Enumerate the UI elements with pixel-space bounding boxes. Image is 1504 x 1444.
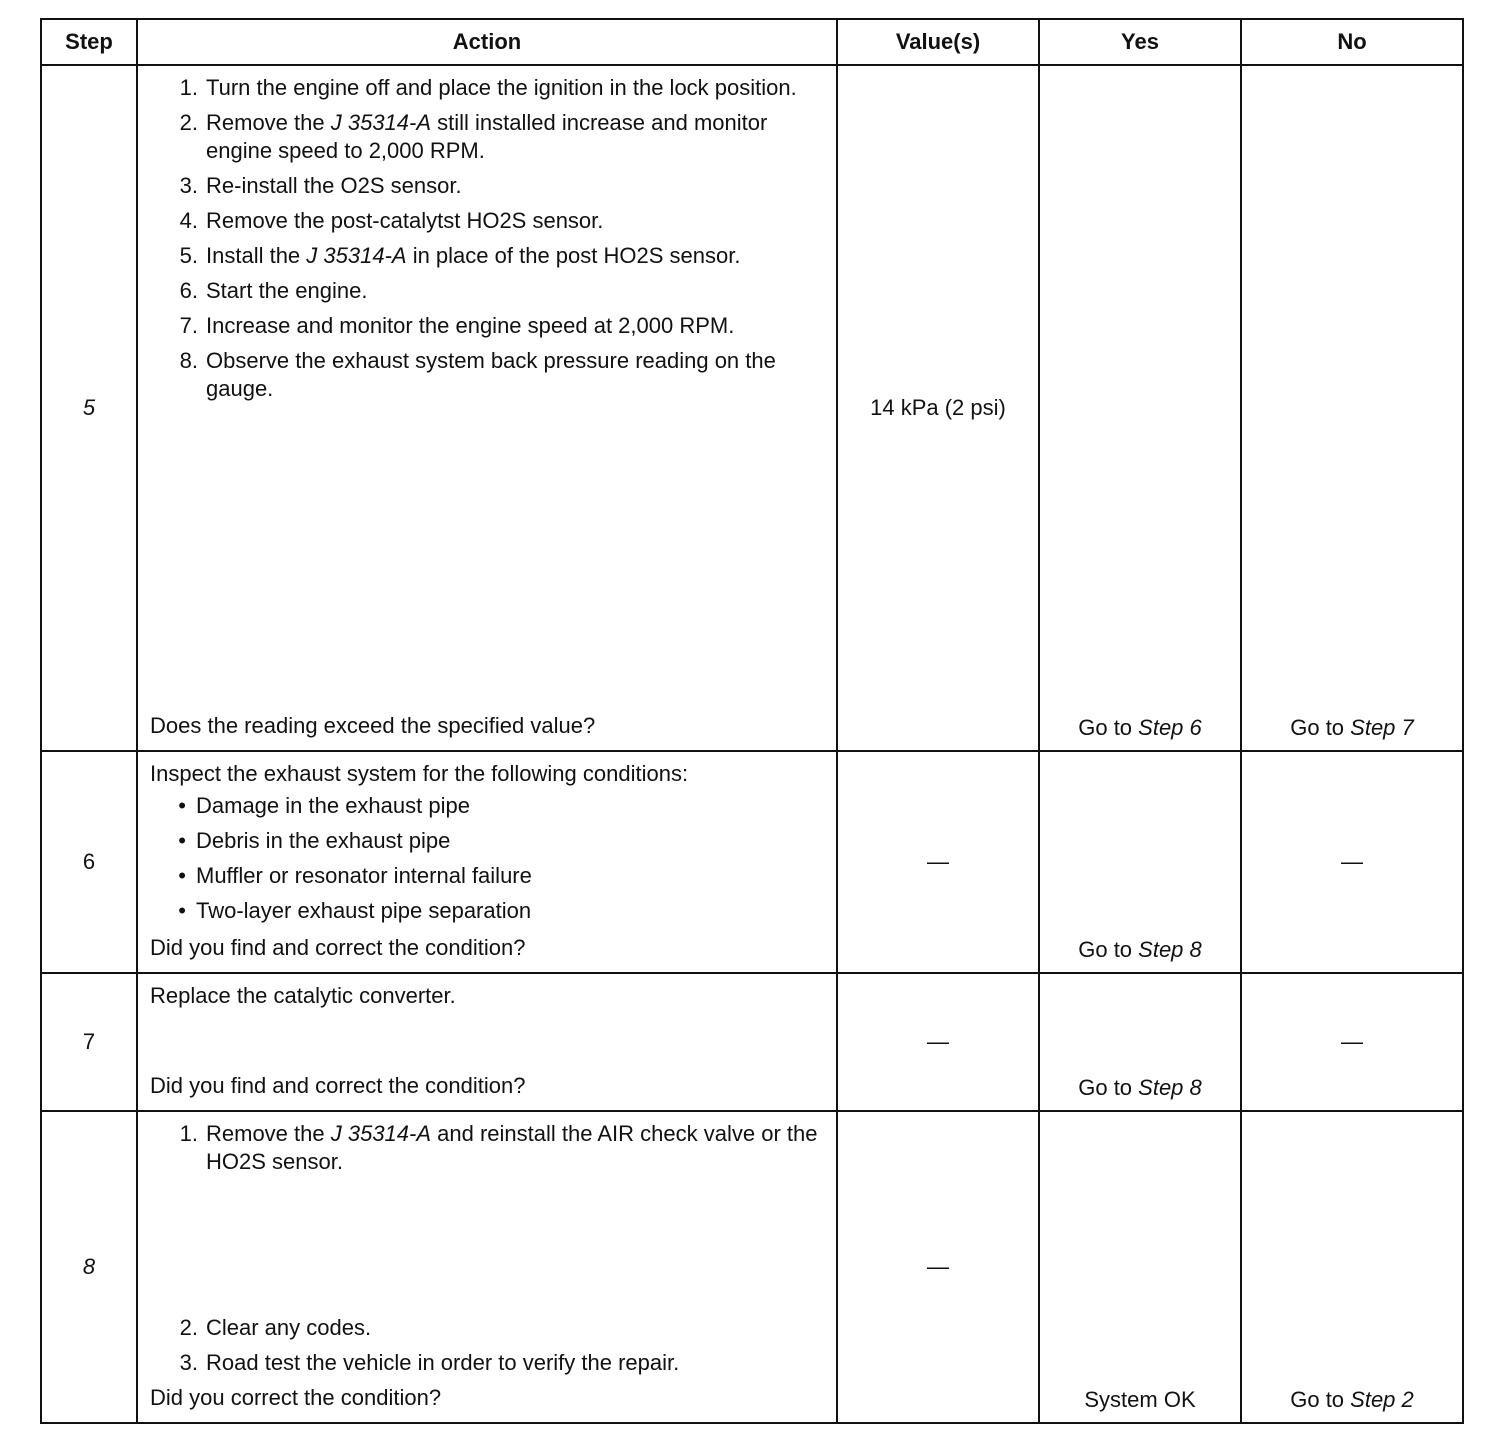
tool-reference: J 35314-A	[330, 1121, 432, 1146]
step-text-fragment: Remove the	[206, 1121, 331, 1146]
action-intro: Replace the catalytic converter.	[150, 983, 456, 1008]
step-text-fragment: Clear any codes.	[206, 1315, 372, 1340]
step-number	[41, 751, 137, 973]
action-step-number: 5.	[179, 243, 198, 268]
condition-text: Two-layer exhaust pipe separation	[196, 898, 532, 923]
value-cell	[837, 973, 1039, 1111]
step-text-fragment: Install the	[206, 243, 307, 268]
bullet-icon: •	[178, 828, 186, 853]
table-row-step-6	[41, 751, 1463, 973]
yes-result	[1040, 714, 1240, 742]
condition-item	[150, 897, 824, 925]
action-step	[150, 207, 824, 235]
action-step-number: 8.	[179, 348, 198, 373]
no-result	[1242, 714, 1462, 742]
step-text-fragment: Increase and monitor the engine speed at 2,000 RPM.	[206, 313, 735, 338]
action-step-text	[206, 1120, 824, 1176]
header-action: Action	[137, 19, 837, 65]
header-values: Value(s)	[837, 19, 1039, 65]
action-step	[150, 242, 824, 270]
action-question: Did you find and correct the condition?	[150, 935, 526, 960]
step-text-fragment: Remove the post-catalytst HO2S sensor.	[206, 208, 604, 233]
value-dash: —	[927, 849, 949, 874]
action-step	[150, 312, 824, 340]
yes-result: System OK	[1084, 1387, 1196, 1412]
action-step-text	[206, 207, 824, 235]
goto-step-link: Step 7	[1350, 715, 1414, 740]
action-step	[150, 1314, 824, 1342]
action-step	[150, 109, 824, 165]
action-step	[150, 1120, 824, 1176]
action-step-number: 2.	[179, 1315, 198, 1340]
action-step-text	[206, 312, 824, 340]
step-number	[41, 65, 137, 751]
step-number	[41, 1111, 137, 1423]
action-step-number: 3.	[179, 1350, 198, 1375]
action-intro: Inspect the exhaust system for the following conditions:	[150, 761, 689, 786]
no-cell	[1241, 1111, 1463, 1423]
step-number-label: 5	[82, 395, 96, 420]
action-step-text	[206, 347, 824, 403]
step-number-label: 8	[82, 1254, 96, 1279]
action-steps-top	[150, 1120, 824, 1183]
bullet-icon: •	[178, 898, 186, 923]
bullet-icon: •	[178, 863, 186, 888]
action-step	[150, 1349, 824, 1377]
action-question: Does the reading exceed the specified value?	[150, 713, 596, 738]
step-text-fragment: Remove the	[206, 110, 331, 135]
action-step-number: 3.	[179, 173, 198, 198]
step-text-fragment: in place of the post HO2S sensor.	[406, 243, 741, 268]
condition-item	[150, 792, 824, 820]
no-cell	[1241, 751, 1463, 973]
action-steps-bottom	[150, 1314, 824, 1384]
condition-text: Muffler or resonator internal failure	[196, 863, 532, 888]
header-no: No	[1241, 19, 1463, 65]
action-steps	[150, 74, 824, 410]
header-row	[41, 19, 1463, 65]
yes-cell	[1039, 65, 1241, 751]
value-cell	[837, 751, 1039, 973]
goto-prefix: Go to	[1078, 1075, 1139, 1100]
action-step-text	[206, 109, 824, 165]
header-step: Step	[41, 19, 137, 65]
step-text-fragment: and reinstall the AIR check valve or the HO2S sensor.	[206, 1121, 818, 1174]
table-row-step-8	[41, 1111, 1463, 1423]
no-result: —	[1341, 849, 1363, 874]
step-text-fragment: still installed increase and monitor engine speed to 2,000 RPM.	[206, 110, 768, 163]
condition-text: Debris in the exhaust pipe	[196, 828, 451, 853]
value-dash: —	[927, 1029, 949, 1054]
action-step	[150, 277, 824, 305]
value-cell	[837, 65, 1039, 751]
condition-item	[150, 827, 824, 855]
value-dash: —	[927, 1254, 949, 1279]
goto-step-link: Step 8	[1138, 937, 1202, 962]
action-step-text	[206, 277, 824, 305]
yes-cell	[1039, 1111, 1241, 1423]
diagnostic-table	[40, 18, 1464, 1424]
goto-prefix: Go to	[1078, 937, 1139, 962]
step-number-label: 6	[82, 849, 96, 874]
no-result: —	[1341, 1029, 1363, 1054]
step-text-fragment: Observe the exhaust system back pressure reading on the gauge.	[206, 348, 776, 401]
step-number	[41, 973, 137, 1111]
action-step-text	[206, 242, 824, 270]
table-row-step-5	[41, 65, 1463, 751]
action-question: Did you find and correct the condition?	[150, 1073, 526, 1098]
no-result	[1242, 1386, 1462, 1414]
condition-item	[150, 862, 824, 890]
action-step	[150, 74, 824, 102]
action-cell	[137, 973, 837, 1111]
action-step-text	[206, 1314, 824, 1342]
action-step-text	[206, 172, 824, 200]
action-step-text	[206, 1349, 824, 1377]
goto-prefix: Go to	[1290, 715, 1351, 740]
yes-result	[1040, 1074, 1240, 1102]
step-text-fragment: Road test the vehicle in order to verify the repair.	[206, 1350, 680, 1375]
step-text-fragment: Start the engine.	[206, 278, 368, 303]
goto-step-link: Step 6	[1138, 715, 1202, 740]
action-step-number: 7.	[179, 313, 198, 338]
condition-list	[150, 792, 824, 932]
value-cell	[837, 1111, 1039, 1423]
action-step-number: 4.	[179, 208, 198, 233]
action-step	[150, 347, 824, 403]
action-step-number: 1.	[179, 1121, 198, 1146]
no-cell	[1241, 973, 1463, 1111]
action-step	[150, 172, 824, 200]
goto-step-link: Step 8	[1138, 1075, 1202, 1100]
no-cell	[1241, 65, 1463, 751]
yes-cell	[1039, 973, 1241, 1111]
action-cell	[137, 751, 837, 973]
value-text: 14 kPa (2 psi)	[870, 395, 1006, 420]
step-text-fragment: Turn the engine off and place the ignition in the lock position.	[206, 75, 797, 100]
action-cell	[137, 1111, 837, 1423]
action-step-number: 6.	[179, 278, 198, 303]
action-step-number: 2.	[179, 110, 198, 135]
condition-text: Damage in the exhaust pipe	[196, 793, 470, 818]
table-row-step-7	[41, 973, 1463, 1111]
goto-prefix: Go to	[1290, 1387, 1351, 1412]
yes-cell	[1039, 751, 1241, 973]
action-question: Did you correct the condition?	[150, 1385, 442, 1410]
action-step-text	[206, 74, 824, 102]
tool-reference: J 35314-A	[330, 110, 432, 135]
goto-step-link: Step 2	[1350, 1387, 1414, 1412]
step-number-label: 7	[82, 1029, 96, 1054]
goto-prefix: Go to	[1078, 715, 1139, 740]
step-text-fragment: Re-install the O2S sensor.	[206, 173, 462, 198]
bullet-icon: •	[178, 793, 186, 818]
tool-reference: J 35314-A	[306, 243, 407, 268]
header-yes: Yes	[1039, 19, 1241, 65]
action-step-number: 1.	[179, 75, 198, 100]
action-cell	[137, 65, 837, 751]
yes-result	[1040, 936, 1240, 964]
